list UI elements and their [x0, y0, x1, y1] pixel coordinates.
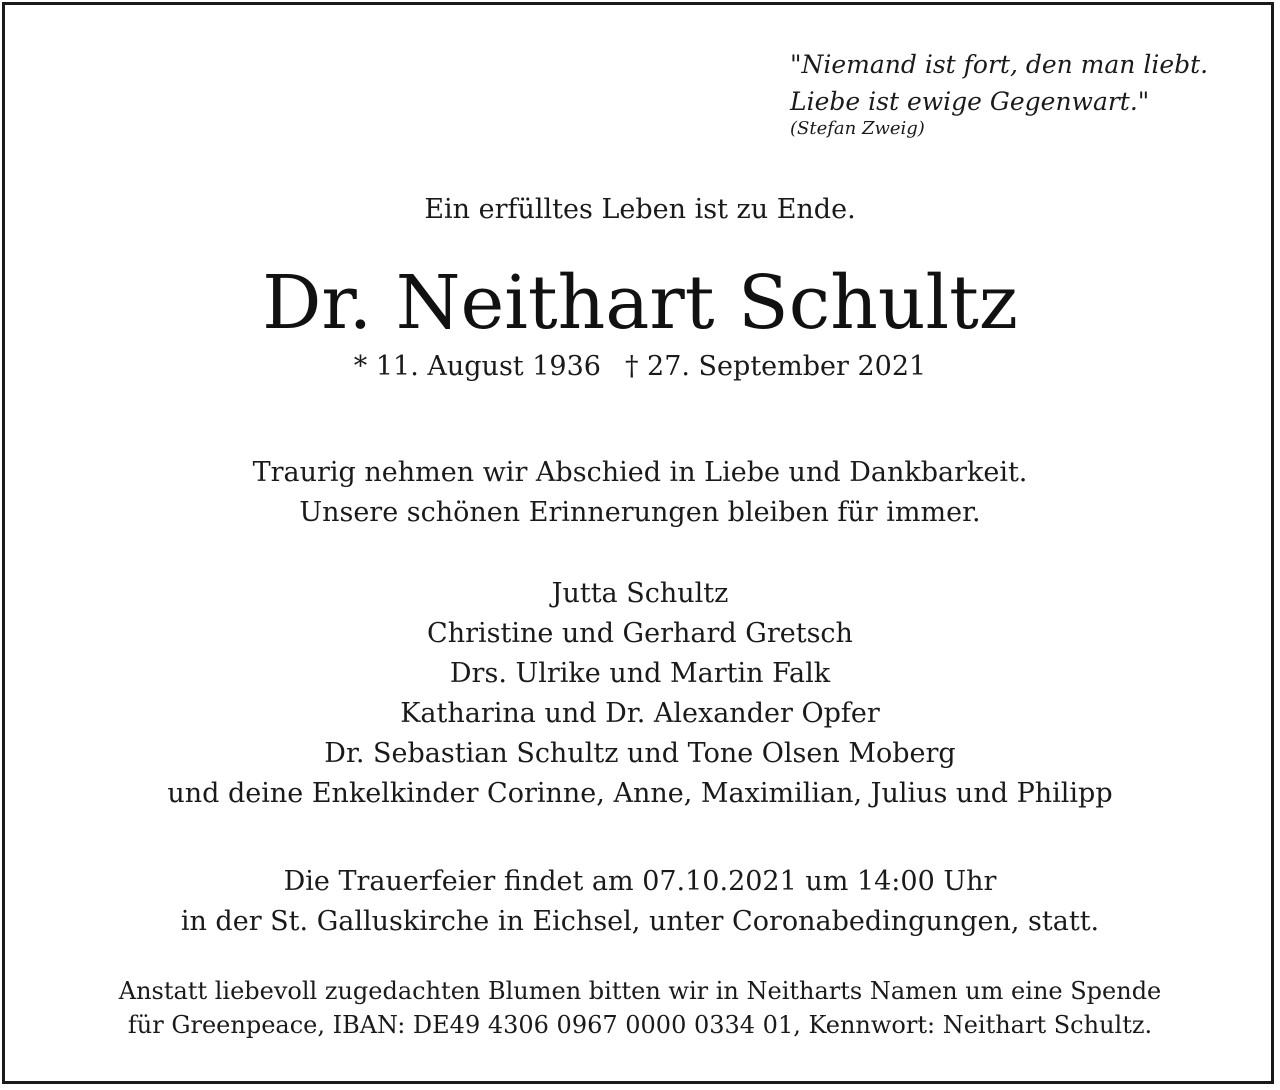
service-line: Die Trauerfeier findet am 07.10.2021 um 14:00 Uhr — [283, 866, 997, 897]
deceased-name: Dr. Neithart Schultz — [262, 260, 1018, 346]
quote-line-1: "Niemand ist fort, den man liebt. — [790, 50, 1209, 79]
quote-line-2: Liebe ist ewige Gegenwart." — [790, 87, 1150, 116]
mourner-name: Drs. Ulrike und Martin Falk — [449, 658, 831, 689]
mourner-name: Katharina und Dr. Alexander Opfer — [400, 698, 880, 729]
epigraph-quote — [790, 46, 1208, 140]
farewell-text — [0, 453, 1280, 533]
intro-line: Ein erfülltes Leben ist zu Ende. — [424, 194, 856, 225]
mourner-name: Dr. Sebastian Schultz und Tone Olsen Moberg — [324, 738, 956, 769]
mourner-name: und deine Enkelkinder Corinne, Anne, Maximilian, Julius und Philipp — [167, 778, 1113, 809]
mourner-name: Jutta Schultz — [551, 578, 729, 609]
life-dates — [0, 349, 1280, 385]
mourners-list — [0, 574, 1280, 814]
death-date: † 27. September 2021 — [624, 351, 927, 382]
quote-author: (Stefan Zweig) — [790, 118, 925, 139]
mourner-name: Christine und Gerhard Gretsch — [427, 618, 853, 649]
donation-request — [0, 974, 1280, 1042]
farewell-line: Traurig nehmen wir Abschied in Liebe und Dankbarkeit. — [252, 457, 1028, 488]
service-line: in der St. Galluskirche in Eichsel, unter Coronabedingungen, statt. — [180, 906, 1100, 937]
farewell-line: Unsere schönen Erinnerungen bleiben für immer. — [299, 497, 981, 528]
funeral-service-info — [0, 862, 1280, 942]
donation-line: Anstatt liebevoll zugedachten Blumen bitten wir in Neitharts Namen um eine Spende — [118, 977, 1162, 1005]
donation-line: für Greenpeace, IBAN: DE49 4306 0967 0000 0334 01, Kennwort: Neithart Schultz. — [127, 1011, 1153, 1039]
birth-date: * 11. August 1936 — [353, 351, 601, 382]
